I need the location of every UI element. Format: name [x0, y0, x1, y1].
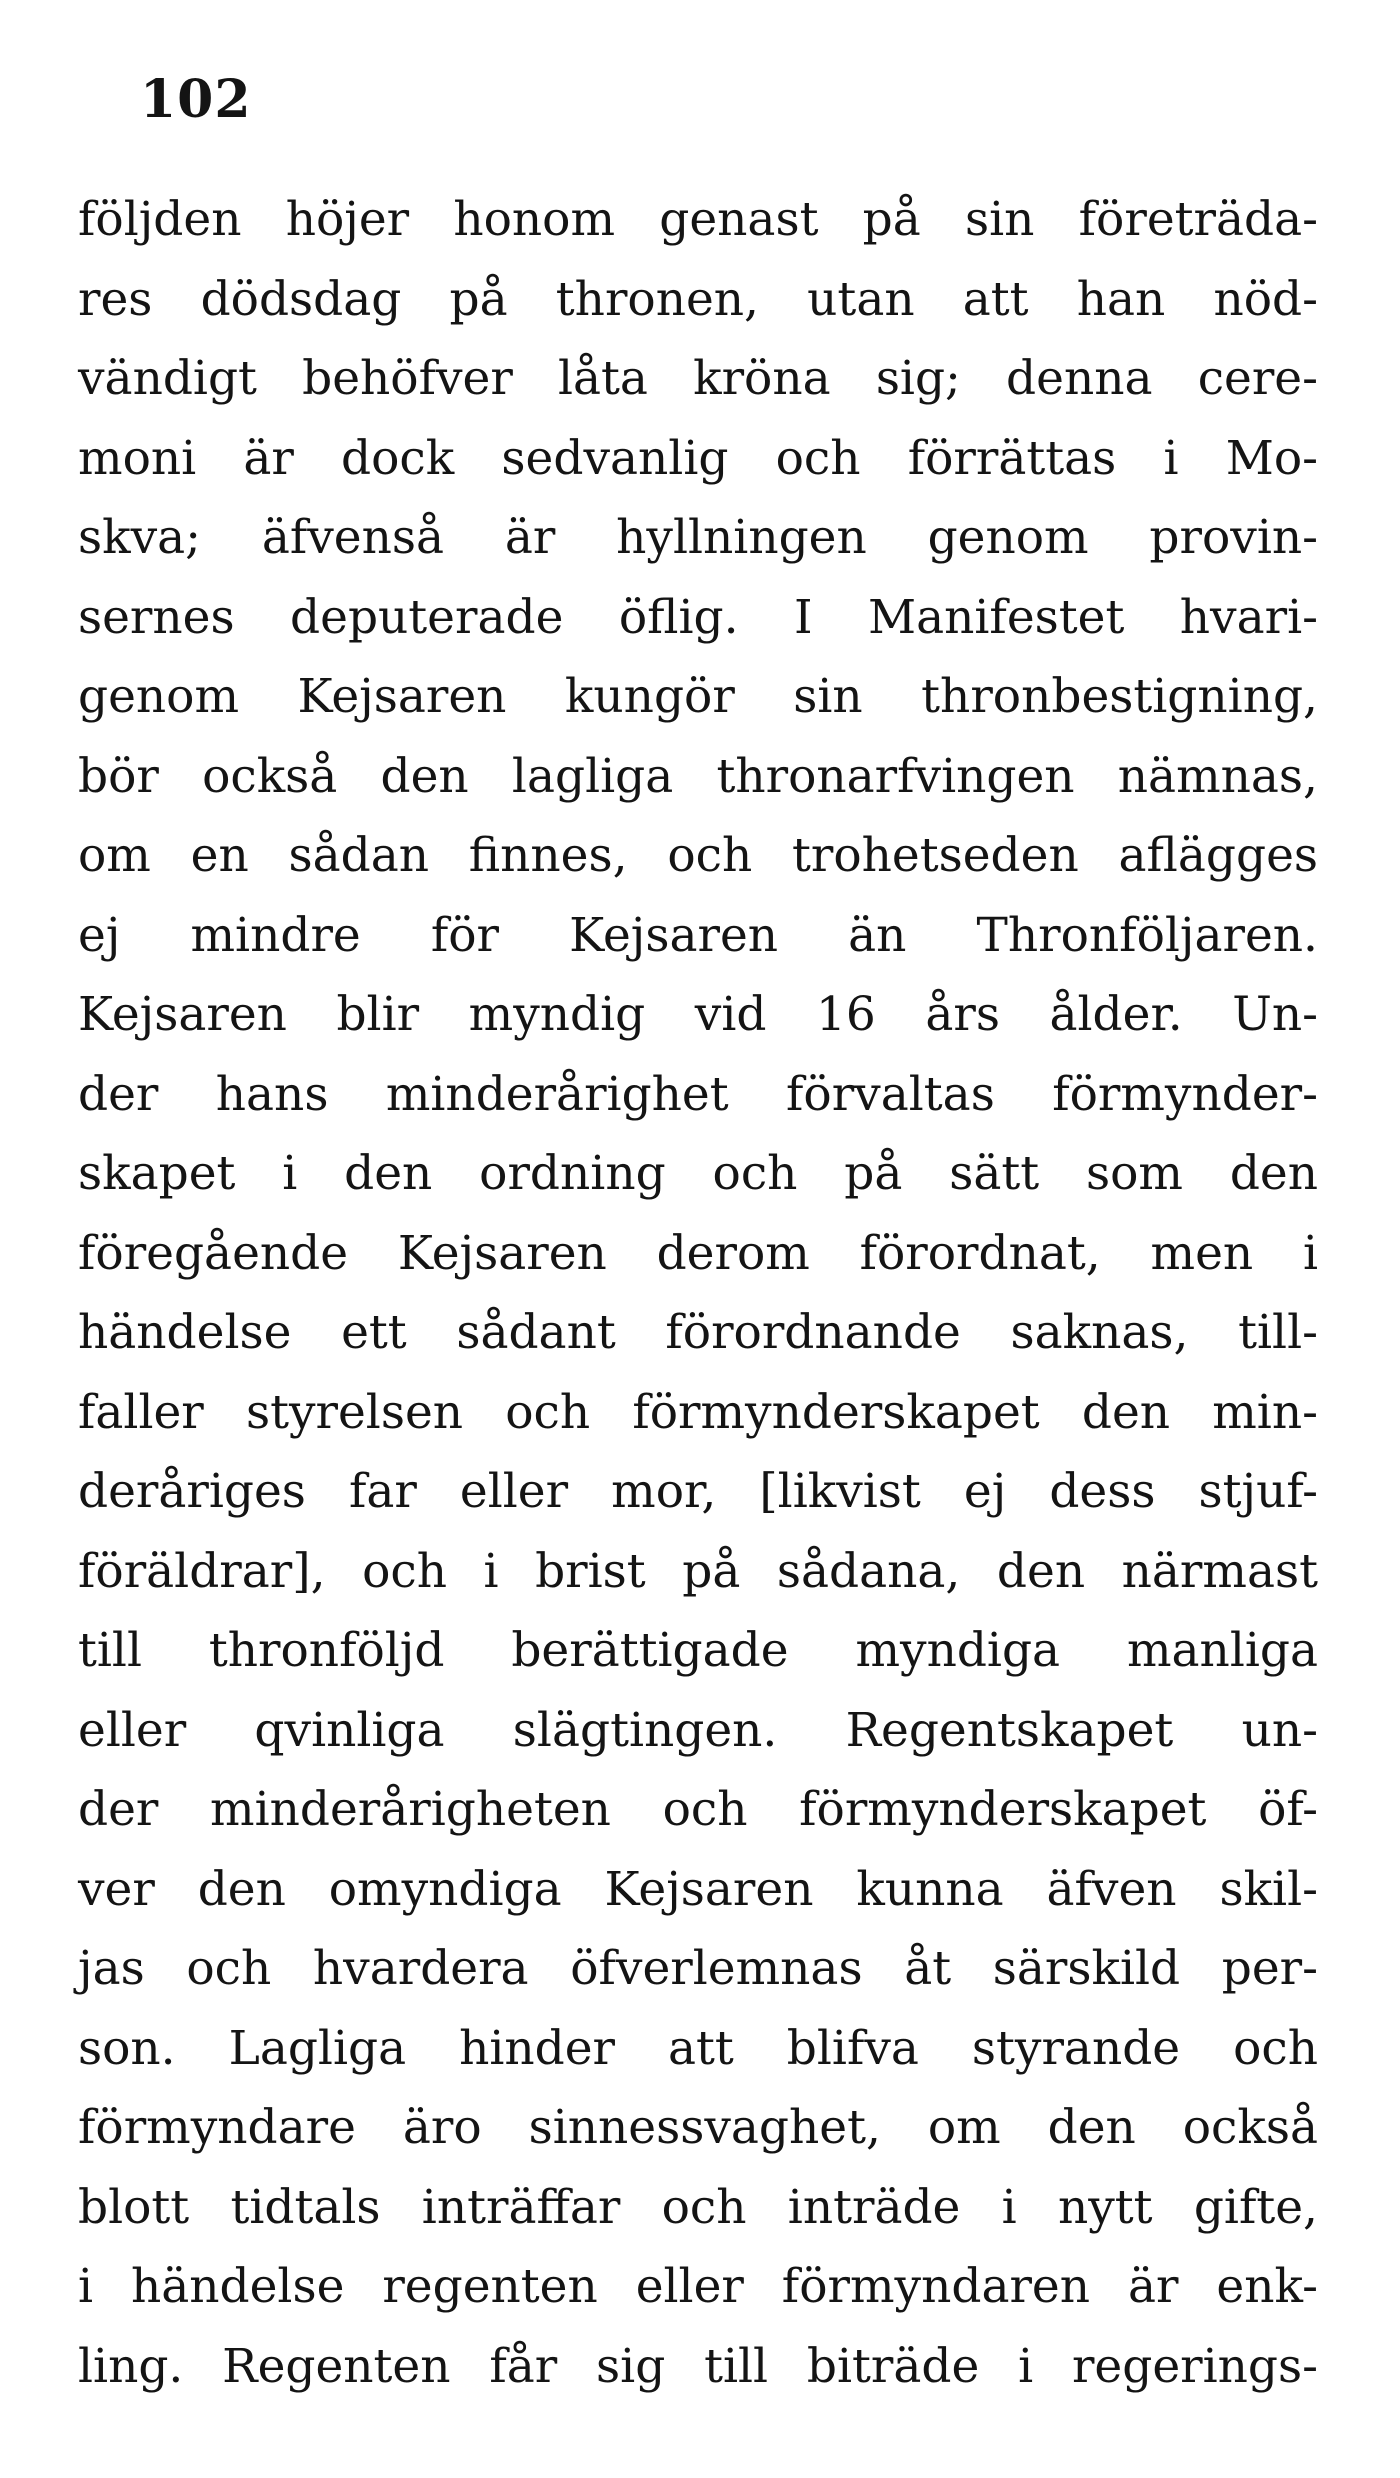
text-line: ej mindre för Kejsaren än Thronföljaren.: [78, 907, 1318, 963]
text-line: der hans minderårighet förvaltas förmynder-: [78, 1066, 1318, 1122]
text-line: faller styrelsen och förmynderskapet den min-: [78, 1384, 1318, 1440]
text-line: händelse ett sådant förordnande saknas, till-: [78, 1305, 1318, 1360]
body-text: [78, 180, 1318, 2406]
text-line: bör också den lagliga thronarfvingen nämnas,: [78, 748, 1318, 804]
text-line: i händelse regenten eller förmyndaren är enk-: [78, 2259, 1318, 2314]
text-line: följden höjer honom genast på sin företräda-: [78, 192, 1318, 247]
text-line: om en sådan finnes, och trohetseden aflägges: [78, 828, 1318, 883]
text-line: eller qvinliga slägtingen. Regentskapet un-: [78, 1702, 1318, 1758]
text-line: föregående Kejsaren derom förordnat, men i: [78, 1225, 1318, 1281]
page-number: 102: [140, 69, 252, 130]
text-line: son. Lagliga hinder att blifva styrande och: [78, 2020, 1318, 2076]
text-line: förmyndare äro sinnessvaghet, om den också: [78, 2100, 1318, 2155]
text-line: der minderårigheten och förmynderskapet öf-: [78, 1782, 1318, 1837]
text-line: till thronföljd berättigade myndiga manliga: [78, 1623, 1318, 1678]
text-line: genom Kejsaren kungör sin thronbestigning,: [78, 669, 1318, 724]
text-line: vändigt behöfver låta kröna sig; denna cere-: [78, 351, 1318, 406]
text-line: ver den omyndiga Kejsaren kunna äfven skil-: [78, 1861, 1318, 1917]
text-line: moni är dock sedvanlig och förrättas i Mo-: [78, 430, 1318, 486]
text-line: ling. Regenten får sig till biträde i regerings-: [78, 2338, 1318, 2394]
text-line: res dödsdag på thronen, utan att han nöd-: [78, 271, 1318, 327]
text-line: skapet i den ordning och på sätt som den: [78, 1146, 1318, 1201]
text-line: deråriges far eller mor, [likvist ej dess stjuf-: [78, 1464, 1318, 1519]
text-line: blott tidtals inträffar och inträde i nytt gifte,: [78, 2179, 1318, 2235]
text-line: skva; äfvenså är hyllningen genom provin-: [78, 510, 1318, 565]
text-line: jas och hvardera öfverlemnas åt särskild per-: [78, 1941, 1318, 1996]
text-line: Kejsaren blir myndig vid 16 års ålder. Un-: [78, 987, 1318, 1042]
text-line: föräldrar], och i brist på sådana, den närmast: [78, 1543, 1318, 1599]
text-line: sernes deputerade öflig. I Manifestet hvari-: [78, 589, 1318, 645]
